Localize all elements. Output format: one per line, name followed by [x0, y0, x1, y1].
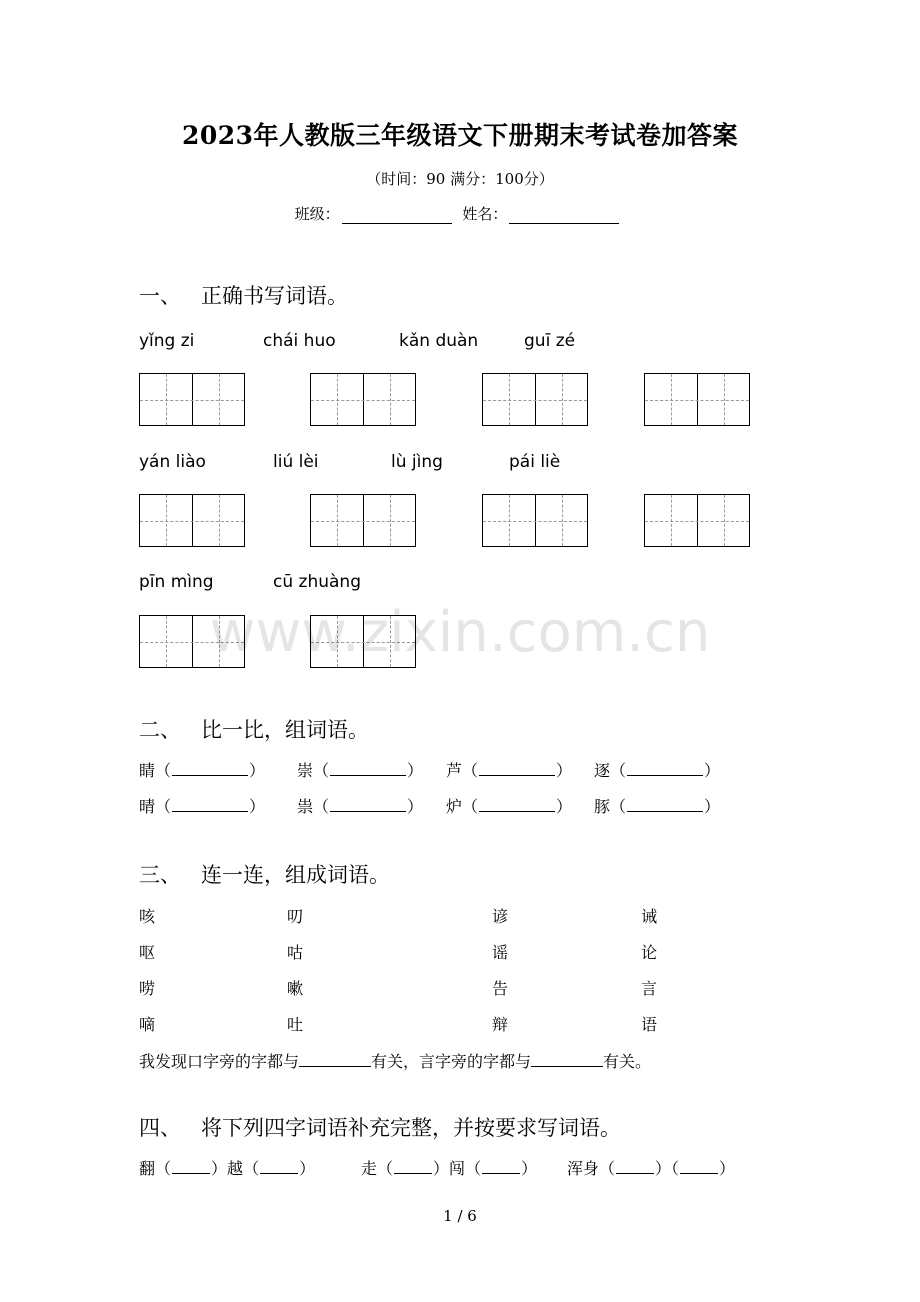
match-item[interactable]: 诫: [641, 907, 658, 926]
idiom-blank-group[interactable]: 翻（ ）越（ ）: [139, 1159, 316, 1178]
match-item[interactable]: 言: [641, 979, 658, 998]
section-number: 一、: [139, 284, 181, 308]
section-title: 正确书写词语。: [201, 284, 348, 308]
writing-grid[interactable]: [644, 494, 750, 547]
writing-grid[interactable]: [482, 373, 588, 426]
pinyin-label: yǐng zi: [139, 331, 195, 351]
pinyin-label: chái huo: [263, 331, 336, 351]
match-item[interactable]: 呕: [139, 943, 156, 962]
compare-item[interactable]: 芦（ ）: [446, 761, 573, 780]
match-item[interactable]: 语: [641, 1015, 658, 1034]
pinyin-label: yán liào: [139, 452, 206, 472]
pinyin-label: liú lèi: [273, 452, 319, 472]
section-2-heading: [139, 714, 369, 744]
writing-grid[interactable]: [310, 373, 416, 426]
match-item[interactable]: 论: [641, 943, 658, 962]
fill-blank[interactable]: [531, 1052, 603, 1067]
name-blank[interactable]: [509, 207, 619, 224]
pinyin-label: guī zé: [524, 331, 576, 351]
compare-item[interactable]: 崇（ ）: [297, 761, 424, 780]
pinyin-label: kǎn duàn: [399, 331, 479, 351]
student-info-line: [0, 203, 920, 224]
writing-grid[interactable]: [310, 494, 416, 547]
compare-item[interactable]: 逐（ ）: [594, 761, 721, 780]
compare-item[interactable]: 睛（ ）: [139, 761, 266, 780]
discovery-sentence: 我发现口字旁的字都与 有关，言字旁的字都与 有关。: [139, 1052, 652, 1071]
match-item[interactable]: 咳: [139, 907, 156, 926]
page-title: 2023年人教版三年级语文下册期末考试卷加答案: [181, 121, 739, 150]
match-item[interactable]: 谣: [492, 943, 509, 962]
match-item[interactable]: 咕: [287, 943, 304, 962]
section-title: 将下列四字词语补充完整，并按要求写词语。: [201, 1116, 621, 1140]
writing-grid[interactable]: [644, 373, 750, 426]
idiom-blank-group[interactable]: 浑身（ ）（ ）: [567, 1159, 736, 1178]
idiom-blank-group[interactable]: 走（ ）闯（ ）: [361, 1159, 538, 1178]
page-number: 1 / 6: [443, 1207, 477, 1225]
class-label: 班级：: [294, 205, 340, 223]
section-4-heading: [139, 1112, 621, 1142]
pinyin-label: lù jìng: [391, 452, 443, 472]
section-number: 四、: [139, 1116, 181, 1140]
compare-item[interactable]: 豚（ ）: [594, 797, 721, 816]
match-item[interactable]: 叨: [287, 907, 304, 926]
writing-grid[interactable]: [139, 373, 245, 426]
pinyin-label: pīn mìng: [139, 572, 214, 592]
match-item[interactable]: 谚: [492, 907, 509, 926]
section-title: 连一连，组成词语。: [201, 863, 390, 887]
fill-blank[interactable]: [299, 1052, 371, 1067]
pinyin-label: cū zhuàng: [273, 572, 361, 592]
match-item[interactable]: 辩: [492, 1015, 509, 1034]
section-3-heading: [139, 859, 390, 889]
exam-info: （时间：90 满分：100分）: [366, 170, 554, 188]
writing-grid[interactable]: [139, 494, 245, 547]
match-item[interactable]: 唠: [139, 979, 156, 998]
class-blank[interactable]: [342, 207, 452, 224]
match-item[interactable]: 吐: [287, 1015, 304, 1034]
pinyin-label: pái liè: [509, 452, 561, 472]
section-title: 比一比，组词语。: [201, 718, 369, 742]
writing-grid[interactable]: [482, 494, 588, 547]
section-number: 三、: [139, 863, 181, 887]
match-item[interactable]: 嗽: [287, 979, 304, 998]
section-number: 二、: [139, 718, 181, 742]
watermark: www.zixin.com.cn: [209, 600, 711, 665]
name-label: 姓名：: [462, 205, 508, 223]
compare-item[interactable]: 祟（ ）: [297, 797, 424, 816]
compare-item[interactable]: 晴（ ）: [139, 797, 266, 816]
compare-item[interactable]: 炉（ ）: [446, 797, 573, 816]
section-1-heading: [139, 280, 348, 310]
match-item[interactable]: 嘀: [139, 1015, 156, 1034]
match-item[interactable]: 告: [492, 979, 509, 998]
